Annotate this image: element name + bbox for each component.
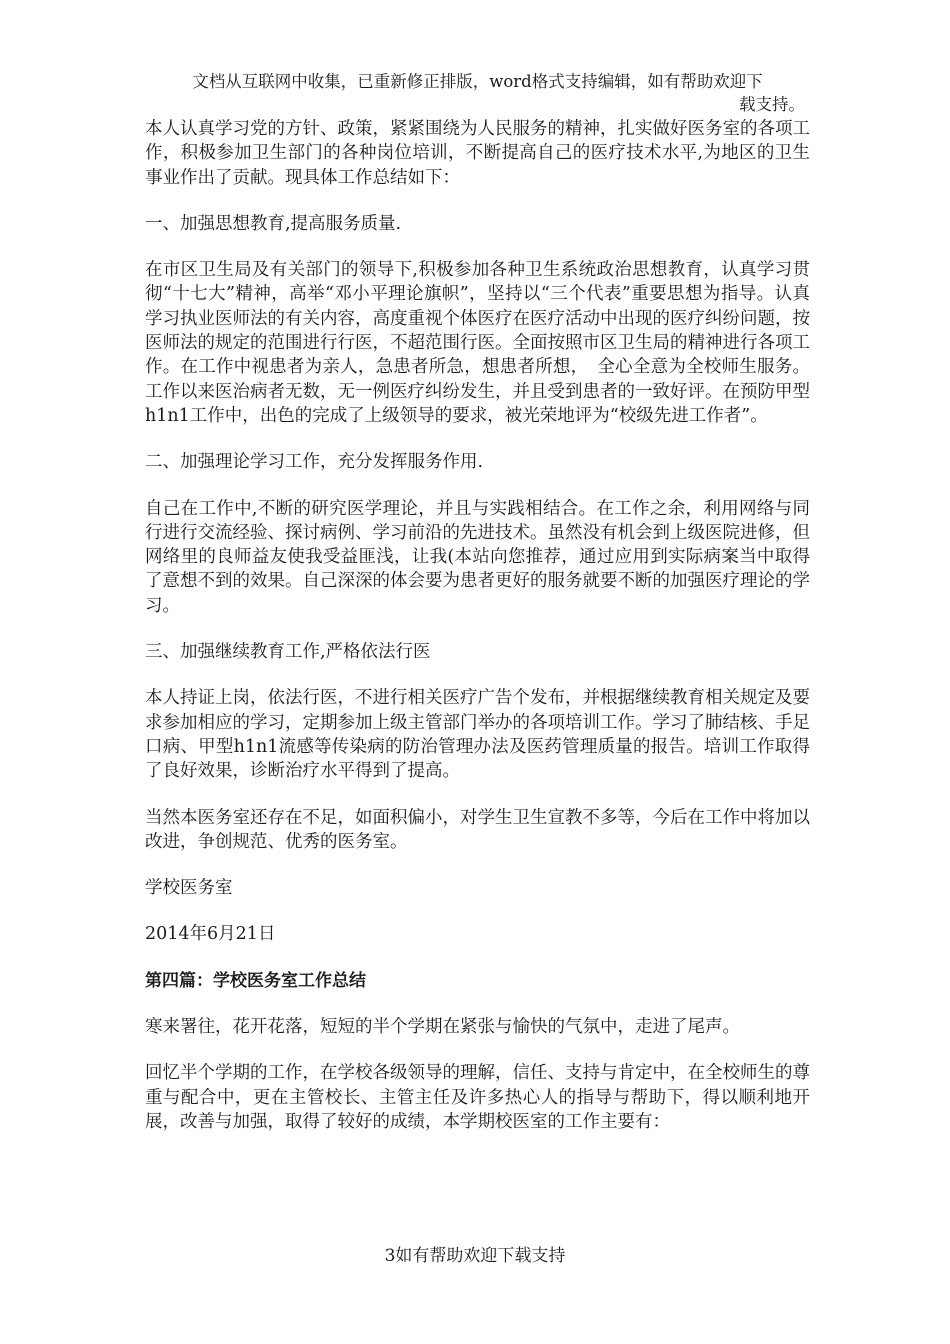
closing-paragraph: 当然本医务室还存在不足，如面积偏小，对学生卫生宣教不多等，今后在工作中将加以改进，争创规范、优秀的医务室。 [145,807,810,852]
part-4-paragraph: 回忆半个学期的工作，在学校各级领导的理解，信任、支持与肯定中，在全校师生的尊重与配合中，更在主管校长、主管主任及许多热心人的指导与帮助下，得以顺利地开展，改善与加强，取得了较好的成绩，本学期校医室的工作主要有： [145,1063,810,1132]
document-body [145,117,810,1156]
header-line-2: 载支持。 [739,95,805,114]
intro-paragraph: 本人认真学习党的方针、政策，紧紧围绕为人民服务的精神，扎实做好医务室的各项工作，积极参加卫生部门的各种岗位培训，不断提高自己的医疗技术水平,为地区的卫生事业作出了贡献。现具体工作总结如下： [145,119,810,188]
section-3-paragraph: 本人持证上岗，依法行医，不进行相关医疗广告个发布，并根据继续教育相关规定及要求参加相应的学习，定期参加上级主管部门举办的各项培训工作。学习了肺结核、手足口病、甲型h1n1流感等传染病的防治管理办法及医药管理质量的报告。培训工作取得了良好效果，诊断治疗水平得到了提高。 [145,688,810,782]
section-2-paragraph: 自己在工作中,不断的研究医学理论，并且与实践相结合。在工作之余，利用网络与同行进行交流经验、探讨病例、学习前沿的先进技术。虽然没有机会到上级医院进修，但网络里的良师益友使我受益匪浅，让我(本站向您推荐，通过应用到实际病案当中取得了意想不到的效果。自己深深的体会要为患者更好的服务就要不断的加强医疗理论的学习。 [145,498,810,616]
section-3-title: 三、加强继续教育工作,严格依法行医 [145,642,431,663]
section-1-title: 一、加强思想教育,提高服务质量. [145,213,402,234]
header-line-1: 文档从互联网中收集，已重新修正排版，word格式支持编辑，如有帮助欢迎下 [192,72,763,91]
section-2-title: 二、加强理论学习工作，充分发挥服务作用. [145,452,484,473]
part-4-heading: 第四篇：学校医务室工作总结 [145,970,366,991]
part-4-intro: 寒来署往，花开花落，短短的半个学期在紧张与愉快的气氛中，走进了尾声。 [145,1017,740,1038]
page-footer: 3如有帮助欢迎下载支持 [384,1246,566,1266]
section-1-paragraph: 在市区卫生局及有关部门的领导下,积极参加各种卫生系统政治思想教育，认真学习贯彻“十七大”精神，高举“邓小平理论旗帜”，坚持以“三个代表”重要思想为指导。认真学习执业医师法的有关内容，高度重视个体医疗在医疗活动中出现的医疗纠纷问题，按医师法的规定的范围进行行医，不超范围行医。全面按照市区卫生局的精神进行各项工作。在工作中视患者为亲人，急患者所急，想患者所想， 全心全意为全校师生服务。工作以来医治病者无数，无一例医疗纠纷发生，并且受到患者的一致好评。在预防甲型h1n1工作中，出色的完成了上级领导的要求，被光荣地评为“校级先进工作者”。 [145,260,810,426]
date: 2014年6月21日 [145,924,276,945]
signature: 学校医务室 [145,878,233,899]
page-header [145,70,810,116]
